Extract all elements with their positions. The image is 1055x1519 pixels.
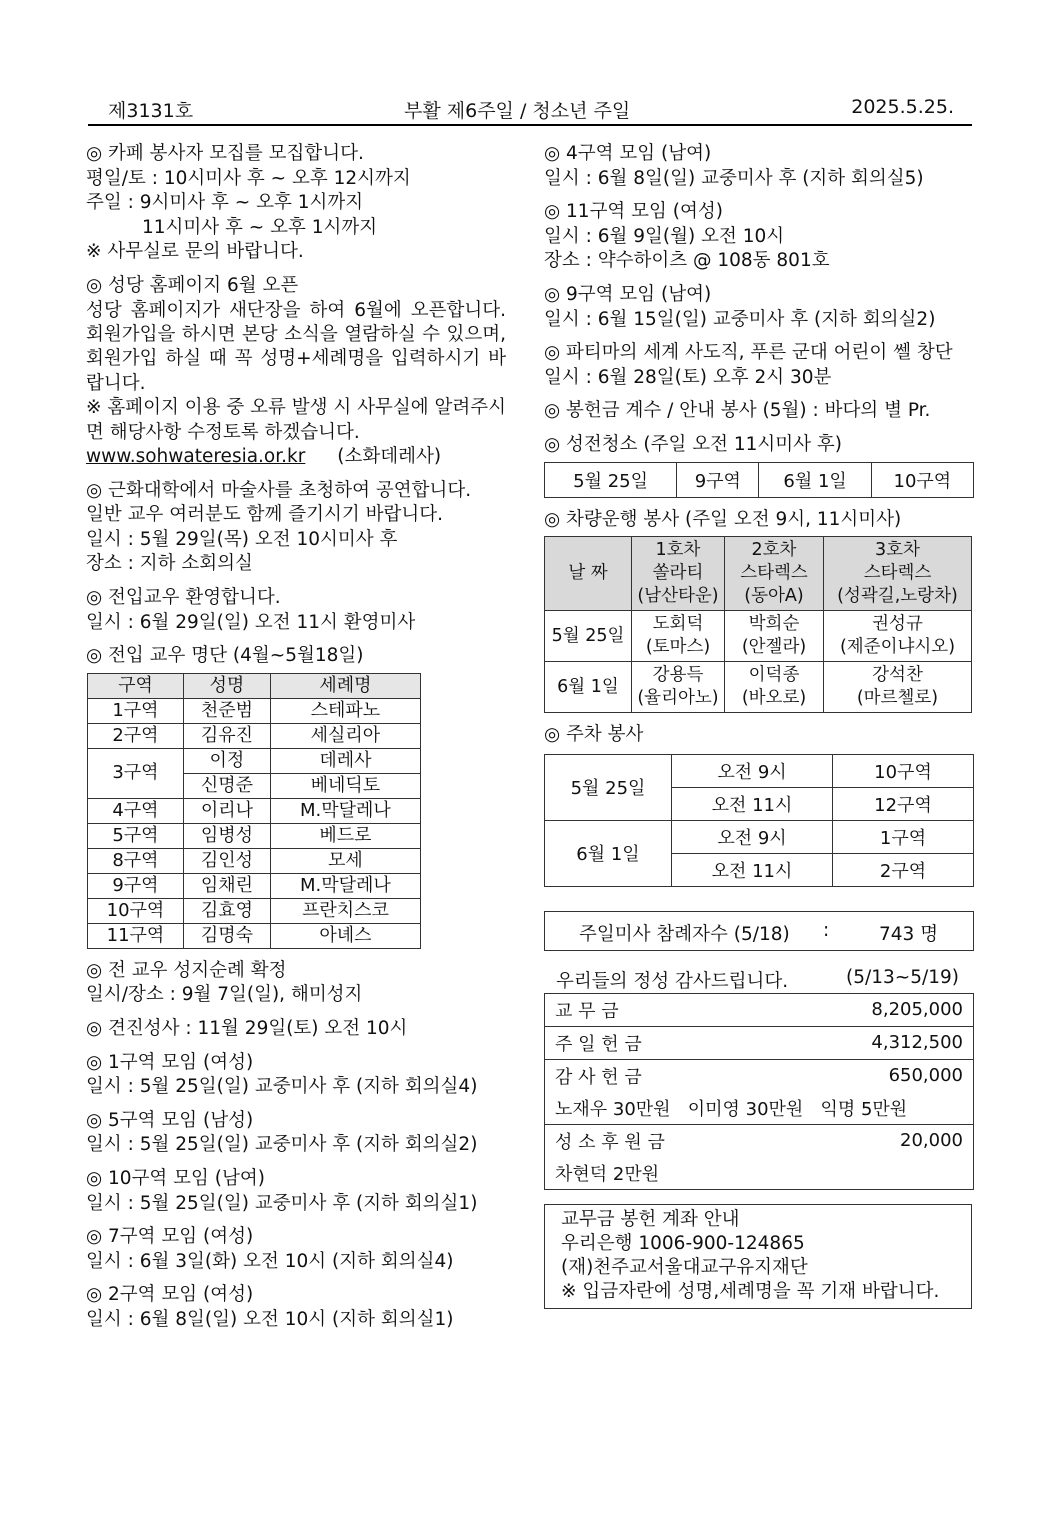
parking-date-1: 5월 25일	[545, 754, 672, 820]
zone2-title: ◎ 2구역 모임 (여성)	[86, 1284, 254, 1306]
roster-zone: 9구역	[88, 873, 184, 898]
table-row	[88, 723, 421, 748]
zone10-title: ◎ 10구역 모임 (남여)	[86, 1167, 265, 1189]
fatima-title: ◎ 파티마의 세계 사도직, 푸른 군대 어린이 쎌 창단	[544, 342, 953, 364]
roster-name: 임병성	[183, 823, 270, 848]
bulletin-header	[88, 96, 972, 126]
attendance-colon: :	[823, 919, 830, 941]
table-row	[545, 993, 974, 1026]
cleaning-title: ◎ 성전청소 (주일 오전 11시미사 후)	[544, 433, 842, 455]
table-row	[88, 873, 421, 898]
roster-zone: 3구역	[88, 748, 184, 798]
homepage-link[interactable]: www.sohwateresia.or.kr	[86, 446, 306, 467]
table-row	[88, 698, 421, 723]
offering-amount: 4,312,500	[775, 1026, 973, 1059]
offering-title: ◎ 봉헌금 계수 / 안내 봉사 (5월) : 바다의 별 Pr.	[544, 400, 931, 422]
zone11-meeting	[544, 200, 974, 274]
roster-baptism: M.막달레나	[270, 873, 420, 898]
offering-label: 교 무 금	[545, 993, 776, 1026]
offering-amount: 650,000	[888, 1065, 963, 1087]
parking-date-2: 6월 1일	[545, 820, 672, 886]
zone5-date: 일시 : 5월 25일(일) 교중미사 후 (지하 회의실2)	[86, 1134, 478, 1156]
roster-baptism: 프란치스코	[270, 898, 420, 923]
zone4-title: ◎ 4구역 모임 (남여)	[544, 143, 712, 164]
roster-name: 김인성	[183, 848, 270, 873]
confirmation-notice	[86, 1017, 506, 1042]
cafe-notice	[86, 142, 506, 265]
table-row	[88, 923, 421, 948]
offering-notice	[544, 399, 974, 424]
vehicle-section	[544, 508, 974, 714]
table-row	[88, 898, 421, 923]
parking-time: 오전 11시	[672, 853, 833, 886]
parking-time: 오전 9시	[672, 754, 833, 787]
vehicle-driver: 강석찬 (마르첼로)	[824, 662, 972, 713]
cafe-title: ◎ 카페 봉사자 모집를 모집합니다.	[86, 143, 364, 164]
vehicle-header-row	[545, 537, 972, 611]
table-row	[545, 1157, 974, 1190]
confirmation-title: ◎ 견진성사 : 11월 29일(토) 오전 10시	[86, 1017, 408, 1039]
homepage-notice	[86, 274, 506, 470]
magic-place: 장소 : 지하 소회의실	[86, 553, 253, 575]
roster-zone: 11구역	[88, 923, 184, 948]
welcome-date: 일시 : 6월 29일(일) 오전 11시 환영미사	[86, 611, 416, 633]
cafe-note: ※ 사무실로 문의 바랍니다.	[86, 241, 304, 263]
homepage-note: ※ 홈페이지 이용 중 오류 발생 시 사무실에 알려주시면 해당사항 수정토록 하겠습니다.	[86, 397, 506, 443]
roster-header-name: 성명	[183, 673, 270, 698]
offering-amount: 8,205,000	[775, 993, 973, 1026]
account-number: 우리은행 1006-900-124865	[561, 1232, 805, 1254]
zone1-date: 일시 : 5월 25일(일) 교중미사 후 (지하 회의실4)	[86, 1076, 478, 1098]
cafe-sunday: 주일 : 9시미사 후 ~ 오후 1시까지	[86, 192, 364, 214]
cleaning-zone-2: 10구역	[871, 462, 973, 497]
parking-table	[544, 754, 974, 887]
cleaning-table	[544, 462, 974, 498]
homepage-title: ◎ 성당 홈페이지 6월 오픈	[86, 274, 299, 296]
parking-zone: 2구역	[833, 853, 974, 886]
roster-baptism: 스테파노	[270, 698, 420, 723]
attendance-box	[544, 911, 974, 951]
table-row	[88, 798, 421, 823]
roster-name: 임채린	[183, 873, 270, 898]
vehicle-header-car1: 1호차 쏠라티 (남산타운)	[632, 537, 725, 611]
table-row	[545, 462, 974, 497]
cleaning-zone-1: 9구역	[677, 462, 759, 497]
roster-header-row	[88, 673, 421, 698]
roster-zone: 5구역	[88, 823, 184, 848]
roster-name: 김유진	[183, 723, 270, 748]
table-row	[545, 1026, 974, 1059]
roster-name: 이리나	[183, 798, 270, 823]
roster-name: 이정	[183, 748, 270, 773]
zone4-meeting	[544, 142, 974, 191]
roster-baptism: 아녜스	[270, 923, 420, 948]
sunday-title: 부활 제6주일 / 청소년 주일	[404, 100, 631, 122]
offering-table	[544, 993, 974, 1190]
pilgrimage-notice	[86, 959, 506, 1008]
homepage-body: 성당 홈페이지가 새단장을 하여 6월에 오픈합니다. 회원가입을 하시면 본당 소식을 열람하실 수 있으며, 회원가입 하실 때 꼭 성명+세례명을 입력하시기 바랍니다.	[86, 299, 506, 394]
roster-zone: 1구역	[88, 698, 184, 723]
vehicle-driver: 도회덕 (토마스)	[632, 611, 725, 662]
roster-zone: 8구역	[88, 848, 184, 873]
cafe-sunday-2: 11시미사 후 ~ 오후 1시까지	[142, 216, 378, 238]
roster-baptism: 베드로	[270, 823, 420, 848]
attendance-label: 주일미사 참례자수 (5/18)	[579, 923, 790, 945]
zone4-date: 일시 : 6월 8일(일) 교중미사 후 (지하 회의실5)	[544, 167, 924, 189]
roster-name: 신명준	[183, 773, 270, 798]
table-row	[545, 611, 972, 662]
attendance-value: 743 명	[879, 923, 939, 945]
zone5-title: ◎ 5구역 모임 (남성)	[86, 1109, 254, 1131]
roster-zone: 10구역	[88, 898, 184, 923]
roster-zone: 4구역	[88, 798, 184, 823]
vehicle-title: ◎ 차량운행 봉사 (주일 오전 9시, 11시미사)	[544, 508, 902, 530]
table-row	[88, 848, 421, 873]
table-row	[545, 1059, 974, 1092]
account-holder: (재)천주교서울대교구유지재단	[561, 1256, 808, 1278]
roster-name: 김효영	[183, 898, 270, 923]
zone9-date: 일시 : 6월 15일(일) 교중미사 후 (지하 회의실2)	[544, 308, 936, 330]
parking-zone: 1구역	[833, 820, 974, 853]
magic-line-1: 일반 교우 여러분도 함께 즐기시기 바랍니다.	[86, 504, 443, 526]
table-row	[545, 1092, 974, 1125]
fatima-notice	[544, 341, 974, 390]
welcome-title: ◎ 전입교우 환영합니다.	[86, 586, 281, 608]
roster-table	[87, 673, 421, 949]
zone9-title: ◎ 9구역 모임 (남여)	[544, 283, 712, 305]
right-column	[544, 142, 974, 1309]
parking-time: 오전 9시	[672, 820, 833, 853]
table-row	[88, 748, 421, 773]
cleaning-date-2: 6월 1일	[759, 462, 871, 497]
vehicle-driver: 박희순 (안젤라)	[725, 611, 824, 662]
vehicle-table	[544, 536, 972, 713]
roster-section	[86, 644, 506, 949]
zone7-date: 일시 : 6월 3일(화) 오전 10시 (지하 회의실4)	[86, 1250, 454, 1272]
homepage-link-label: (소화데레사)	[337, 446, 442, 467]
parking-section	[544, 723, 974, 887]
zone11-title: ◎ 11구역 모임 (여성)	[544, 201, 723, 223]
roster-baptism: 데레사	[270, 748, 420, 773]
account-box	[544, 1204, 972, 1309]
roster-header-zone: 구역	[88, 673, 184, 698]
vehicle-date: 6월 1일	[545, 662, 632, 713]
zone11-place: 장소 : 약수하이츠 @ 108동 801호	[544, 250, 830, 272]
parking-zone: 10구역	[833, 754, 974, 787]
thanks-period: (5/13~5/19)	[846, 966, 960, 988]
parking-zone: 12구역	[833, 787, 974, 820]
offering-label: 주 일 헌 금	[545, 1026, 776, 1059]
zone5-meeting	[86, 1109, 506, 1158]
vehicle-date: 5월 25일	[545, 611, 632, 662]
zone11-date: 일시 : 6월 9일(월) 오전 10시	[544, 225, 785, 247]
roster-name: 천준범	[183, 698, 270, 723]
thanks-donors: 노재우 30만원 이미영 30만원 익명 5만원	[545, 1092, 974, 1125]
roster-zone: 2구역	[88, 723, 184, 748]
pilgrimage-title: ◎ 전 교우 성지순례 확정	[86, 959, 287, 981]
zone7-meeting	[86, 1225, 506, 1274]
zone10-meeting	[86, 1167, 506, 1216]
cafe-weekday: 평일/토 : 10시미사 후 ~ 오후 12시까지	[86, 167, 411, 189]
zone2-date: 일시 : 6월 8일(일) 오전 10시 (지하 회의실1)	[86, 1308, 454, 1330]
vehicle-driver: 권성규 (제준이냐시오)	[824, 611, 972, 662]
thanks-label: 우리들의 정성 감사드립니다.	[556, 970, 789, 992]
fatima-date: 일시 : 6월 28일(토) 오후 2시 30분	[544, 366, 832, 388]
cleaning-date-1: 5월 25일	[545, 462, 677, 497]
table-row	[88, 823, 421, 848]
vehicle-header-car2: 2호차 스타렉스 (동아A)	[725, 537, 824, 611]
offering-label: 감 사 헌 금	[555, 1066, 642, 1088]
roster-baptism: 베네딕토	[270, 773, 420, 798]
parking-time: 오전 11시	[672, 787, 833, 820]
shrine-donors: 차현덕 2만원	[555, 1163, 660, 1185]
shrine-amount: 20,000	[900, 1130, 963, 1152]
roster-name: 김명숙	[183, 923, 270, 948]
issue-number: 제3131호	[108, 100, 194, 122]
vehicle-driver: 이덕종 (바오로)	[725, 662, 824, 713]
cleaning-section	[544, 433, 974, 498]
table-row	[545, 662, 972, 713]
roster-title: ◎ 전입 교우 명단 (4월~5월18일)	[86, 645, 364, 667]
shrine-label: 성 소 후 원 금	[555, 1131, 665, 1153]
roster-baptism: 세실리아	[270, 723, 420, 748]
account-title: 교무금 봉헌 계좌 안내	[561, 1208, 740, 1230]
table-row	[545, 754, 974, 787]
thanks-header	[544, 965, 974, 993]
roster-header-baptism: 세례명	[270, 673, 420, 698]
left-column	[86, 142, 506, 1341]
account-note: ※ 입금자란에 성명,세례명을 꼭 기재 바랍니다.	[561, 1280, 940, 1302]
zone9-meeting	[544, 283, 974, 332]
table-row	[545, 1124, 974, 1157]
issue-date: 2025.5.25.	[851, 96, 954, 118]
vehicle-driver: 강용득 (율리아노)	[632, 662, 725, 713]
parking-title: ◎ 주차 봉사	[544, 724, 644, 746]
vehicle-header-date: 날 짜	[545, 537, 632, 611]
roster-baptism: 모세	[270, 848, 420, 873]
pilgrimage-date: 일시/장소 : 9월 7일(일), 해미성지	[86, 984, 363, 1006]
zone1-meeting	[86, 1051, 506, 1100]
zone10-date: 일시 : 5월 25일(일) 교중미사 후 (지하 회의실1)	[86, 1192, 478, 1214]
zone2-meeting	[86, 1283, 506, 1332]
zone1-title: ◎ 1구역 모임 (여성)	[86, 1051, 254, 1073]
table-row	[545, 820, 974, 853]
vehicle-header-car3: 3호차 스타렉스 (성곽길,노랑차)	[824, 537, 972, 611]
magic-date: 일시 : 5월 29일(목) 오전 10시미사 후	[86, 528, 398, 550]
magic-show-notice	[86, 479, 506, 577]
magic-title: ◎ 근화대학에서 마술사를 초청하여 공연합니다.	[86, 479, 472, 501]
welcome-notice	[86, 586, 506, 635]
roster-baptism: M.막달레나	[270, 798, 420, 823]
zone7-title: ◎ 7구역 모임 (여성)	[86, 1226, 254, 1248]
